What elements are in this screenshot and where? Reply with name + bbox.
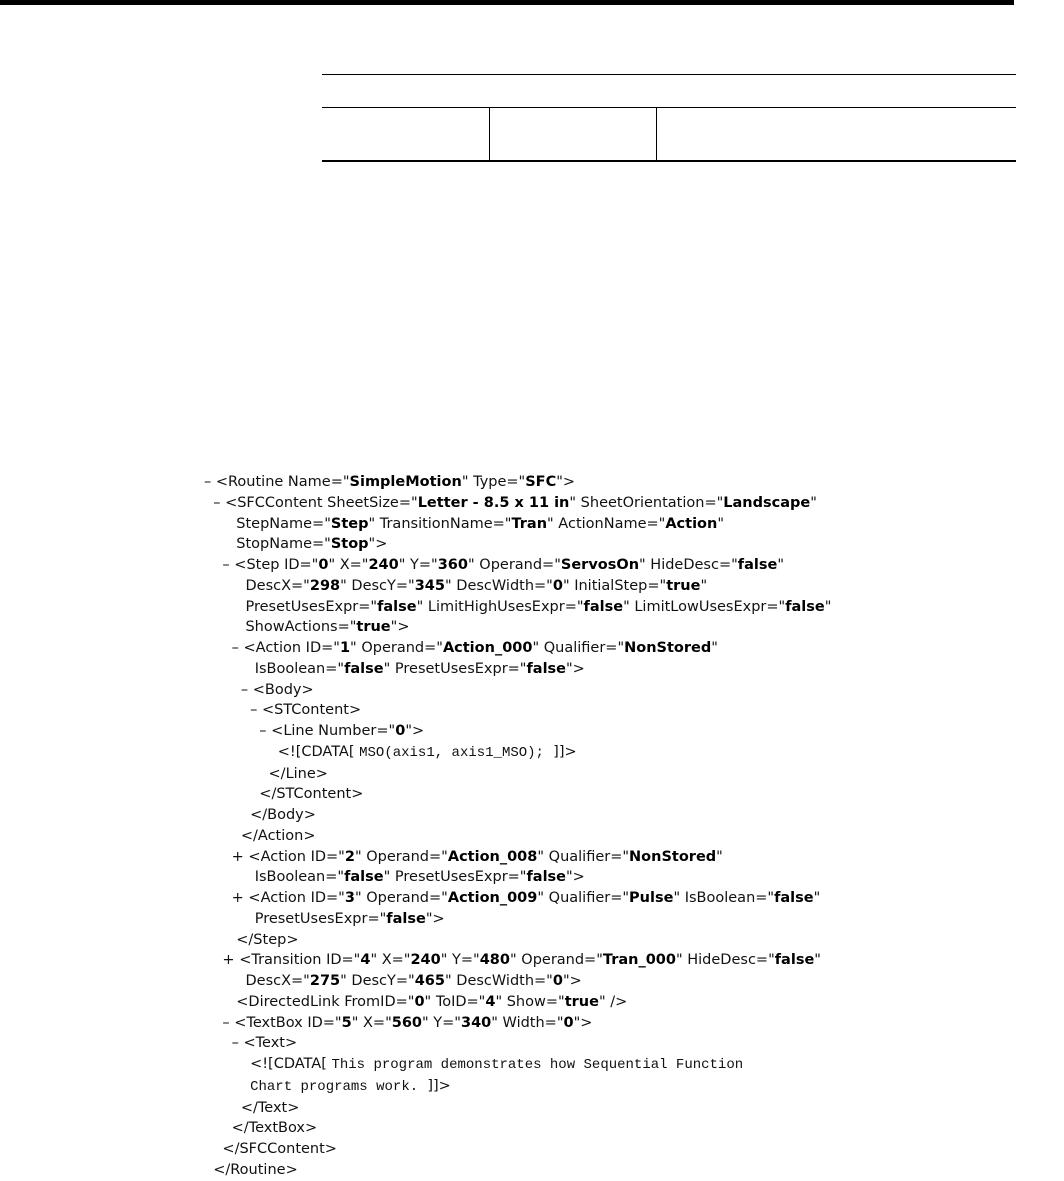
xml-markup: " X=" <box>370 952 411 969</box>
xml-attribute-value: true <box>666 577 701 594</box>
xml-markup: " HideDesc=" <box>639 557 738 573</box>
xml-line <box>204 700 1024 721</box>
xml-markup: " <box>814 952 821 969</box>
xml-line <box>204 764 1024 785</box>
xml-markup: " <box>810 494 817 511</box>
xml-markup: "> <box>425 910 445 927</box>
xml-markup: " Qualifier=" <box>537 848 630 865</box>
xml-attribute-value: 560 <box>391 1014 423 1031</box>
xml-markup: " InitialStep=" <box>562 577 667 594</box>
xml-attribute-value: 345 <box>414 577 445 594</box>
xml-markup: " Qualifier=" <box>537 890 630 906</box>
xml-markup: " HideDesc=" <box>675 952 775 969</box>
xml-markup: " DescWidth=" <box>445 973 553 989</box>
xml-attribute-value: false <box>526 660 567 677</box>
xml-markup: </Text> <box>204 1099 300 1116</box>
xml-markup: – <Line Number=" <box>204 723 396 739</box>
xml-attribute-value: Tran_000 <box>602 952 676 969</box>
xml-markup: + <Action ID=" <box>204 890 345 906</box>
xml-markup: " Width=" <box>491 1014 564 1031</box>
xml-markup: " <box>824 598 832 615</box>
xml-markup: " Y=" <box>440 952 480 969</box>
xml-line <box>204 721 1024 742</box>
xml-markup: + <Action ID=" <box>204 848 345 865</box>
xml-attribute-value: 0 <box>563 1014 574 1031</box>
xml-line <box>204 472 1024 493</box>
xml-markup: " X=" <box>328 557 369 573</box>
xml-markup: " SheetOrientation=" <box>569 494 724 511</box>
xml-line <box>204 1033 1024 1054</box>
xml-attribute-value: 240 <box>410 952 441 969</box>
xml-markup: <DirectedLink FromID=" <box>204 993 415 1010</box>
xml-markup: </STContent> <box>204 786 364 803</box>
xml-markup: <![CDATA[ <box>204 743 360 760</box>
xml-line <box>204 534 1024 555</box>
xml-markup: " Qualifier=" <box>532 640 625 656</box>
xml-markup: " <box>716 848 723 865</box>
xml-markup: </Line> <box>204 765 328 782</box>
xml-markup: – <Action ID=" <box>204 640 340 656</box>
xml-line <box>204 1098 1024 1119</box>
xml-line <box>204 930 1024 951</box>
xml-attribute-value: false <box>386 910 426 927</box>
xml-cdata-code: This program demonstrates how Sequential Function <box>331 1057 744 1073</box>
xml-attribute-value: false <box>583 598 624 615</box>
xml-line <box>204 971 1024 992</box>
xml-markup: + <Transition ID=" <box>204 952 361 969</box>
xml-markup: " DescY=" <box>340 973 415 989</box>
xml-attribute-value: true <box>564 993 599 1010</box>
table-top-rule <box>322 74 1016 75</box>
xml-markup: StepName=" <box>204 515 331 532</box>
xml-attribute-value: 275 <box>309 973 341 989</box>
xml-markup: " <box>777 557 784 573</box>
xml-markup: – <Routine Name=" <box>204 474 350 490</box>
xml-attribute-value: 5 <box>341 1014 352 1031</box>
xml-markup: – <Step ID=" <box>204 557 319 573</box>
xml-line <box>204 680 1024 701</box>
xml-markup: "> <box>368 536 388 553</box>
xml-markup: " ToID=" <box>424 993 486 1010</box>
xml-code-listing <box>204 472 1024 1181</box>
xml-markup: PresetUsesExpr=" <box>204 910 387 927</box>
xml-markup: DescX=" <box>204 577 310 594</box>
xml-markup: "> <box>573 1014 593 1031</box>
xml-markup: <![CDATA[ <box>204 1056 332 1072</box>
xml-markup: " X=" <box>351 1014 392 1031</box>
xml-markup: "> <box>566 660 585 677</box>
xml-markup: " /> <box>598 993 628 1010</box>
xml-markup: StopName=" <box>204 536 331 553</box>
xml-markup: " <box>700 577 708 594</box>
xml-attribute-value: Action <box>665 515 718 532</box>
xml-line <box>204 1013 1024 1034</box>
xml-markup: ]]> <box>418 1077 451 1094</box>
xml-markup: </Step> <box>204 931 299 948</box>
xml-attribute-value: Step <box>330 515 369 532</box>
xml-attribute-value: 2 <box>344 848 355 865</box>
top-rule <box>0 0 1014 5</box>
xml-attribute-value: 360 <box>437 557 468 573</box>
xml-markup: " Y=" <box>422 1014 461 1031</box>
xml-line <box>204 742 1024 764</box>
xml-markup: " ActionName=" <box>547 515 666 532</box>
xml-markup: – <SFCContent SheetSize=" <box>204 494 418 511</box>
xml-attribute-value: 298 <box>309 577 341 594</box>
xml-markup: " Show=" <box>495 993 565 1010</box>
xml-markup: ]]> <box>543 743 577 760</box>
xml-markup: </TextBox> <box>204 1120 318 1137</box>
xml-markup: " Operand=" <box>354 848 448 865</box>
xml-attribute-value: Landscape <box>723 494 811 511</box>
table-column-divider <box>489 108 490 161</box>
xml-line <box>204 638 1024 659</box>
xml-line <box>204 784 1024 805</box>
xml-markup: IsBoolean=" <box>204 869 345 886</box>
parameter-table <box>322 74 1016 161</box>
xml-markup: </Routine> <box>204 1161 298 1178</box>
xml-line <box>204 555 1024 576</box>
xml-line <box>204 617 1024 638</box>
xml-attribute-value: NonStored <box>624 640 712 656</box>
xml-markup: </Body> <box>204 807 316 823</box>
xml-attribute-value: false <box>774 952 815 969</box>
xml-attribute-value: Tran <box>511 515 548 532</box>
xml-attribute-value: false <box>377 598 417 615</box>
xml-attribute-value: SFC <box>525 474 557 490</box>
xml-markup: ShowActions=" <box>204 619 357 636</box>
xml-attribute-value: 1 <box>339 640 351 656</box>
xml-markup: " IsBoolean=" <box>673 890 775 906</box>
xml-attribute-value: false <box>344 660 384 677</box>
xml-markup: – <STContent> <box>204 702 362 719</box>
table-header-rule <box>322 107 1016 108</box>
xml-line <box>204 1139 1024 1160</box>
xml-line <box>204 493 1024 514</box>
xml-attribute-value: 0 <box>395 723 406 739</box>
xml-attribute-value: Action_009 <box>447 890 538 906</box>
xml-markup: " TransitionName=" <box>368 515 512 532</box>
xml-line <box>204 597 1024 618</box>
xml-markup: " LimitHighUsesExpr=" <box>416 598 584 615</box>
xml-attribute-value: SimpleMotion <box>349 474 462 490</box>
xml-markup: "> <box>566 869 585 886</box>
xml-markup: " <box>717 515 725 532</box>
xml-markup: "> <box>405 723 425 739</box>
xml-markup: " DescWidth=" <box>445 577 553 594</box>
xml-cdata-code: MSO(axis1, axis1_MSO); <box>359 744 544 761</box>
xml-attribute-value: true <box>356 619 391 636</box>
xml-attribute-value: false <box>785 598 825 615</box>
xml-attribute-value: 0 <box>414 993 425 1010</box>
xml-markup: </Action> <box>204 827 316 844</box>
xml-line <box>204 867 1024 888</box>
xml-markup: " Operand=" <box>354 890 448 906</box>
xml-line <box>204 514 1024 535</box>
xml-attribute-value: 0 <box>552 973 563 989</box>
xml-attribute-value: 0 <box>552 577 563 594</box>
xml-markup: " <box>813 890 821 906</box>
xml-markup: " Operand=" <box>510 952 603 969</box>
xml-attribute-value: 4 <box>360 952 371 969</box>
xml-attribute-value: Action_000 <box>442 640 533 656</box>
xml-markup: – <Text> <box>204 1035 298 1052</box>
xml-markup: PresetUsesExpr=" <box>204 598 378 615</box>
xml-markup: " Type=" <box>461 474 526 490</box>
xml-markup: " Y=" <box>398 557 438 573</box>
xml-line <box>204 847 1024 868</box>
xml-markup: " PresetUsesExpr=" <box>383 660 527 677</box>
xml-attribute-value: 3 <box>344 890 355 906</box>
xml-markup: " <box>711 640 718 656</box>
xml-attribute-value: Letter - 8.5 x 11 in <box>417 494 570 511</box>
xml-cdata-code: Chart programs work. <box>250 1078 419 1095</box>
xml-markup: "> <box>390 619 410 636</box>
xml-attribute-value: Action_008 <box>447 848 538 865</box>
xml-line <box>204 1054 1024 1076</box>
xml-attribute-value: 465 <box>414 973 445 989</box>
xml-line <box>204 805 1024 826</box>
xml-markup: " PresetUsesExpr=" <box>383 869 527 886</box>
xml-markup: " DescY=" <box>340 577 415 594</box>
xml-attribute-value: false <box>774 890 814 906</box>
xml-attribute-value: false <box>344 869 384 886</box>
xml-markup: "> <box>562 973 582 989</box>
xml-line <box>204 659 1024 680</box>
xml-attribute-value: 240 <box>368 557 399 573</box>
xml-attribute-value: 0 <box>318 557 329 573</box>
xml-line <box>204 1076 1024 1098</box>
table-column-divider <box>656 108 657 161</box>
xml-markup: </SFCContent> <box>204 1141 337 1157</box>
xml-line <box>204 1160 1024 1181</box>
xml-line <box>204 909 1024 930</box>
xml-attribute-value: NonStored <box>629 848 717 865</box>
xml-markup: IsBoolean=" <box>204 660 345 677</box>
xml-markup: – <TextBox ID=" <box>204 1014 342 1031</box>
xml-markup: "> <box>556 474 576 490</box>
xml-line <box>204 888 1024 909</box>
xml-attribute-value: false <box>526 869 567 886</box>
xml-line <box>204 576 1024 597</box>
xml-attribute-value: 4 <box>485 993 496 1010</box>
xml-attribute-value: Stop <box>330 536 369 553</box>
xml-markup: – <Body> <box>204 681 314 698</box>
xml-line <box>204 826 1024 847</box>
xml-markup <box>204 1078 250 1094</box>
xml-markup: " Operand=" <box>350 640 443 656</box>
xml-attribute-value: 480 <box>479 952 510 969</box>
xml-markup: " Operand=" <box>468 557 561 573</box>
xml-line <box>204 950 1024 971</box>
xml-attribute-value: ServosOn <box>560 557 640 573</box>
xml-markup: DescX=" <box>204 973 310 989</box>
xml-line <box>204 992 1024 1013</box>
xml-attribute-value: Pulse <box>629 890 674 906</box>
xml-attribute-value: 340 <box>460 1014 492 1031</box>
xml-markup: " LimitLowUsesExpr=" <box>623 598 786 615</box>
xml-attribute-value: false <box>737 557 778 573</box>
table-bottom-rule <box>322 160 1016 162</box>
xml-line <box>204 1118 1024 1139</box>
